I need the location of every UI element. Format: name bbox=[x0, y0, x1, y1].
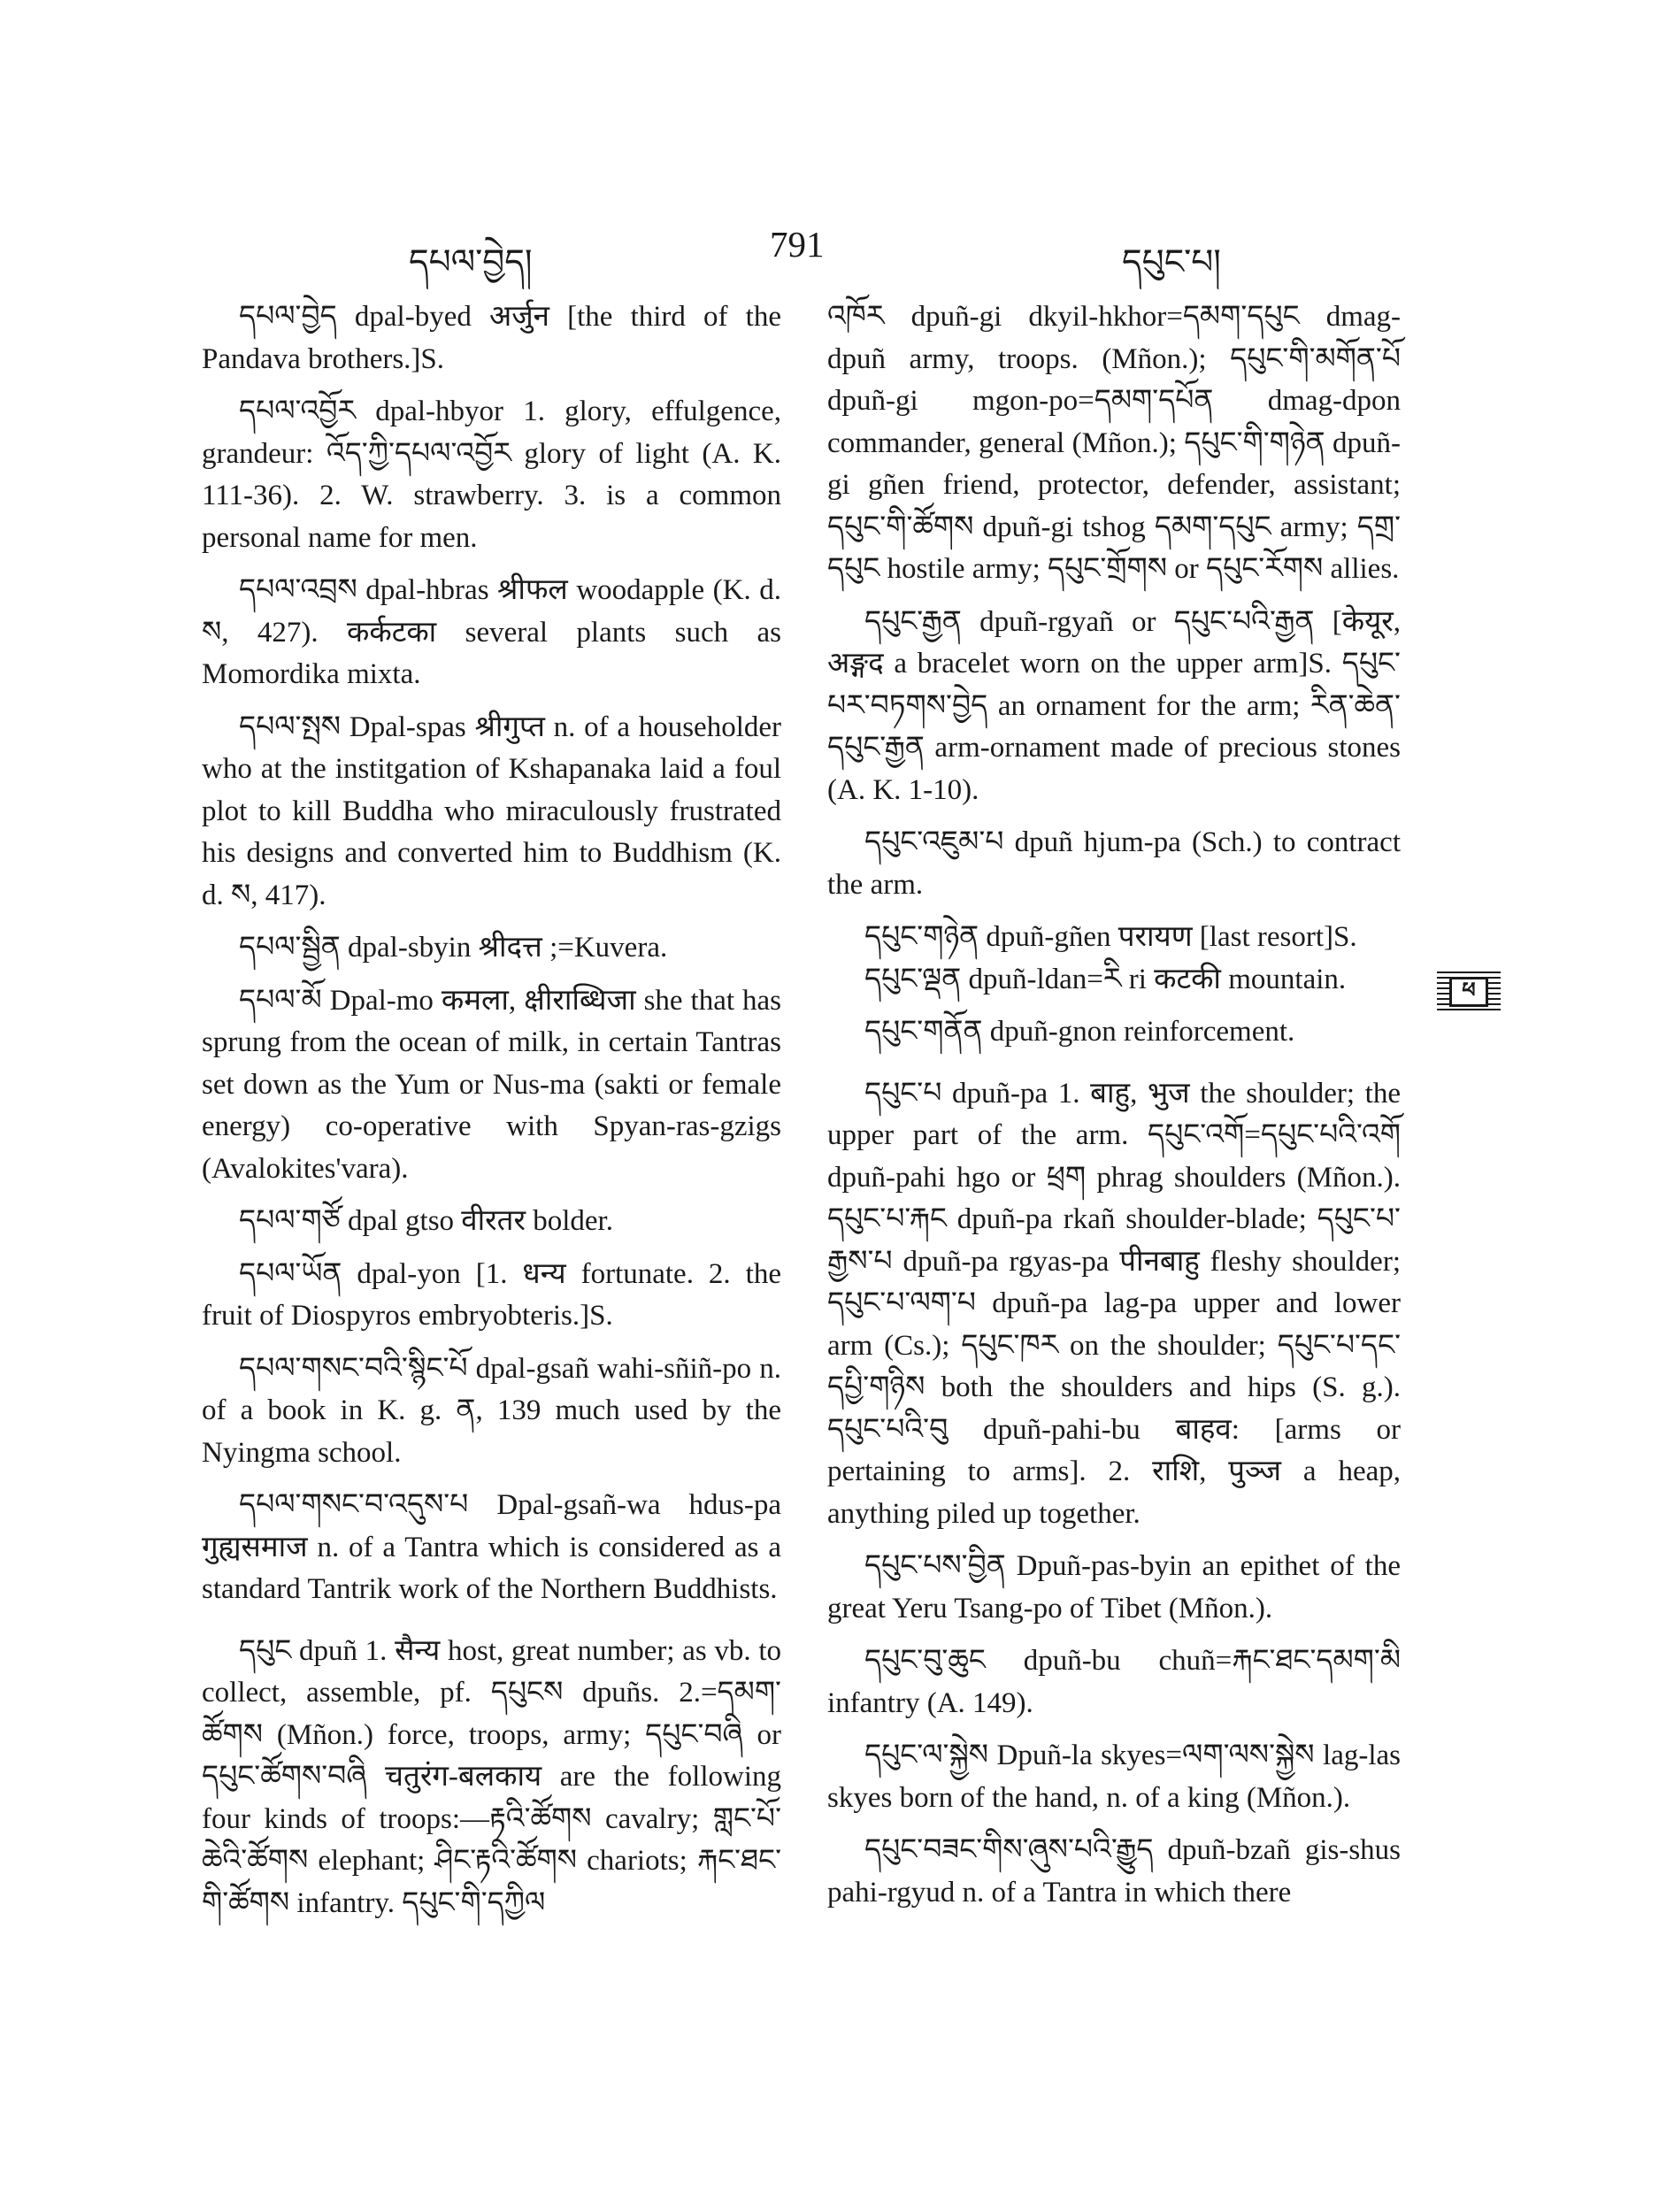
running-head-left: དཔལ་བྱེད། bbox=[409, 243, 533, 281]
entry-dpal-mo: དཔལ་མོ Dpal-mo कमला, क्षीराब्धिजा she that has sprung from the ocean of milk, in certain Tantras set down as the Yum or Nus-ma (sakti or female energy) co-operative with Spyan-ras-gzigs (Avalokites'vara). bbox=[202, 984, 781, 1185]
entry-dpun-rgyan: དཔུང་རྒྱན dpuñ-rgyañ or དཔུང་པའི་རྒྱན [केयूर, अङ्गद a bracelet worn on the upper arm]S. དཔུང་པར་བཏགས་བྱེད an ornament for the arm; རིན་ཆེན་དཔུང་རྒྱན arm-ornament made of precious stones (A. K. 1-10). bbox=[827, 605, 1401, 806]
entry-dpal-sbyin: དཔལ་སྦྱིན dpal-sbyin श्रीदत्त ;=Kuvera. bbox=[239, 932, 668, 964]
entry-dpal-hbras: དཔལ་འབྲས dpal-hbras श्रीफल woodapple (K. d. ས, 427). कर्कटका several plants such as Momordika mixta. bbox=[202, 574, 781, 690]
entry-dpal-spas: དཔལ་སྤས Dpal-spas श्रीगुप्त n. of a householder who at the institgation of Kshapanaka laid a foul plot to kill Buddha who miraculously frustrated his designs and converted him to Buddhism (K. d. ས, 417). bbox=[202, 710, 781, 911]
entry-dpun-bzan: དཔུང་བཟང་གིས་ཞུས་པའི་རྒྱུད dpuñ-bzañ gis-shus pahi-rgyud n. of a Tantra in which there bbox=[827, 1834, 1401, 1909]
entry-dpal-gsan-wahi-snin-po: དཔལ་གསང་བའི་སྙིང་པོ dpal-gsañ wahi-sñiñ-po n. of a book in K. g. ན, 139 much used by the Nyingma school. bbox=[202, 1352, 781, 1469]
thumb-index-tab bbox=[1437, 972, 1501, 1014]
entry-dpun: དཔུང dpuñ 1. सैन्य host, great number; as vb. to collect, assemble, pf. དཔུངས dpuñs. 2.=དམག་ཚོགས (Mñon.) force, troops, army; དཔུང་བཞི or དཔུང་ཚོགས་བཞི चतुरंग-बलकाय are the following four kinds of troops:—རྟའི་ཚོགས cavalry; གླང་པོ་ཆེའི་ཚོགས elephant; ཤིང་རྟའི་ཚོགས chariots; རྐང་ཐང་གི་ཚོགས infantry. དཔུང་གི་དཀྱིལ bbox=[202, 1634, 781, 1919]
thumb-index-letter: ཕ bbox=[1449, 977, 1488, 1007]
entry-dpal-byed: དཔལ་བྱེད dpal-byed अर्जुन [the third of the Pandava brothers.]S. bbox=[202, 301, 781, 375]
entry-dpal-gtso: དཔལ་གཙོ dpal gtso वीरतर bolder. bbox=[239, 1205, 613, 1237]
entry-dpun-continued: འཁོར dpuñ-gi dkyil-hkhor=དམག་དཔུང dmag-dpuñ army, troops. (Mñon.); དཔུང་གི་མགོན་པོ dpuñ-gi mgon-po=དམག་དཔོན dmag-dpon commander, general (Mñon.); དཔུང་གི་གཉེན dpuñ-gi gñen friend, protector, defender, assistant; དཔུང་གི་ཚོགས dpuñ-gi tshog དམག་དཔུང army; དགྲ་དཔུང hostile army; དཔུང་གྲོགས or དཔུང་རོགས allies. bbox=[827, 301, 1401, 585]
entry-dpun-bu-chun: དཔུང་བུ་ཆུང dpuñ-bu chuñ=རྐང་ཐང་དམག་མི infantry (A. 149). bbox=[827, 1645, 1401, 1719]
entry-dpun-hjum-pa: དཔུང་འཇུམ་པ dpuñ hjum-pa (Sch.) to contract the arm. bbox=[827, 826, 1401, 901]
left-column bbox=[202, 296, 781, 1935]
entry-dpal-hbyor: དཔལ་འབྱོར dpal-hbyor 1. glory, effulgence, grandeur: འོད་ཀྱི་དཔལ་འབྱོར glory of light (A. K. 111-36). 2. W. strawberry. 3. is a common personal name for men. bbox=[202, 396, 781, 554]
entry-dpun-pas-byin: དཔུང་པས་བྱིན Dpuñ-pas-byin an epithet of the great Yeru Tsang-po of Tibet (Mñon.). bbox=[827, 1550, 1401, 1624]
entry-dpal-yon: དཔལ་ཡོན dpal-yon [1. धन्य fortunate. 2. the fruit of Diospyros embryobteris.]S. bbox=[202, 1257, 781, 1332]
entry-dpun-la-skyes: དཔུང་ལ་སྐྱེས Dpuñ-la skyes=ལག་ལས་སྐྱེས lag-las skyes born of the hand, n. of a king (Mñon.). bbox=[827, 1740, 1401, 1814]
entry-dpal-gsan-wa-hdus-pa: དཔལ་གསང་བ་འདུས་པ Dpal-gsañ-wa hdus-pa गुह्यसमाज n. of a Tantra which is considered as a standard Tantrik work of the Northern Buddhists. bbox=[202, 1489, 781, 1605]
running-head-right: དཔུང་པ། bbox=[1122, 243, 1221, 281]
entry-dpun-gnen: དཔུང་གཉེན dpuñ-gñen परायण [last resort]S. bbox=[864, 921, 1357, 953]
entry-dpun-gnon: དཔུང་གནོན dpuñ-gnon reinforcement. bbox=[864, 1016, 1295, 1048]
entry-dpun-pa: དཔུང་པ dpuñ-pa 1. बाहु, भुज the shoulder; the upper part of the arm. དཔུང་འགོ=དཔུང་པའི་འགོ dpuñ-pahi hgo or ཕྲག phrag shoulders (Mñon.). དཔུང་པ་རྐང dpuñ-pa rkañ shoulder-blade; དཔུང་པ་རྒྱས་པ dpuñ-pa rgyas-pa पीनबाहु fleshy shoulder; དཔུང་པ་ལག་པ dpuñ-pa lag-pa upper and lower arm (Cs.); དཔུང་ཁར on the shoulder; དཔུང་པ་དང་དཔྱི་གཉིས both the shoulders and hips (S. g.). དཔུང་པའི་བུ dpuñ-pahi-bu बाहव: [arms or pertaining to arms]. 2. राशि, पुञ्ज a heap, anything piled up together. bbox=[827, 1077, 1401, 1530]
page-number: 791 bbox=[770, 224, 825, 265]
entry-dpun-ldan: དཔུང་ལྡན dpuñ-ldan=རི ri कटकी mountain. bbox=[864, 963, 1347, 995]
right-column bbox=[827, 296, 1401, 1924]
